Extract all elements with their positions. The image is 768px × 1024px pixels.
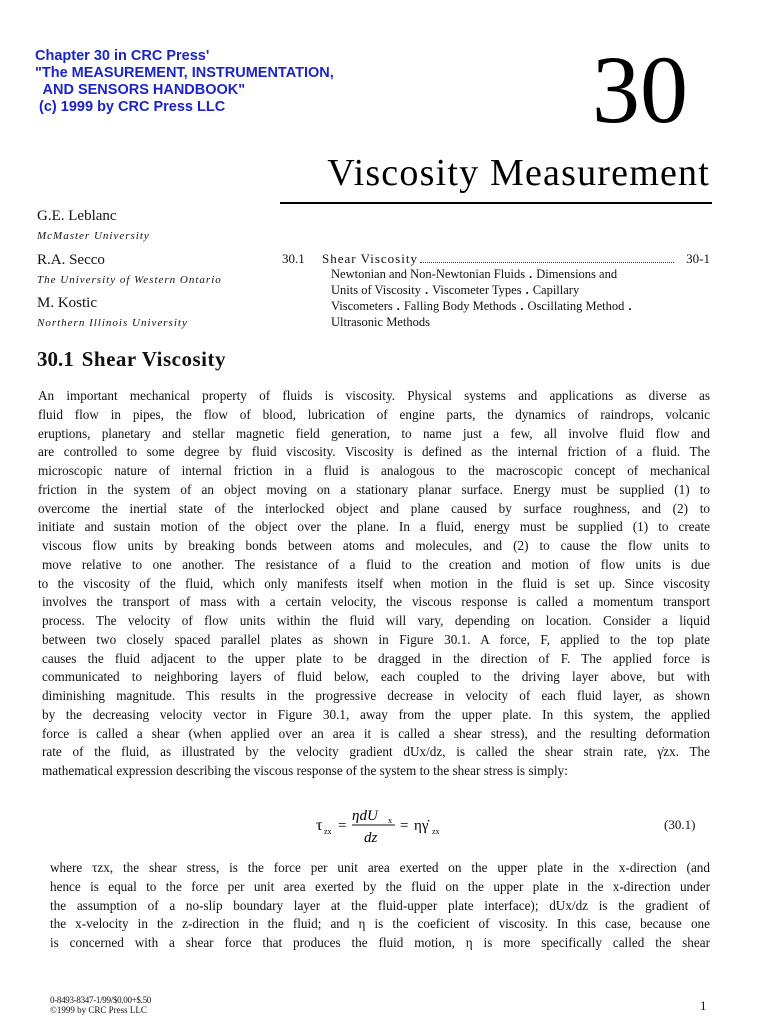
bullet-icon: . bbox=[525, 283, 529, 297]
toc-subtopic: Newtonian and Non-Newtonian Fluids bbox=[331, 267, 526, 281]
bullet-icon: . bbox=[529, 267, 533, 281]
toc-page: 30-1 bbox=[686, 251, 710, 266]
toc-subtopic: Viscometer Types bbox=[432, 283, 522, 297]
bullet-icon: . bbox=[628, 299, 632, 313]
crc-line-4: (c) 1999 by CRC Press LLC bbox=[35, 99, 226, 115]
body-line: hence is equal to the force per unit area exerted by the fluid on the upper plate in the x-direction under bbox=[50, 878, 710, 894]
body-line: to the viscosity of the fluid, which only manifests itself when motion in the fluid is set up. Since viscosity bbox=[38, 575, 710, 591]
body-line: by the decreasing velocity vector in Figure 30.1, away from the upper plate. In this system, the applied bbox=[42, 706, 710, 722]
author-name: M. Kostic bbox=[37, 295, 97, 311]
body-line: friction in the system of an object moving on a stationary planar surface. Energy must be supplied (1) to bbox=[38, 481, 710, 497]
body-line: fluid flow in pipes, the flow of blood, lubrication of engine parts, the dynamics of raindrops, volcanic bbox=[38, 406, 710, 422]
equation-label: (30.1) bbox=[664, 817, 696, 832]
eq-denominator: dz bbox=[364, 830, 378, 846]
body-line: eruptions, planetary and stellar magnetic field generation, to name just a few, all involve fluid flow and bbox=[38, 425, 710, 441]
body-line: mathematical expression describing the viscous response of the system to the shear stress is simply: bbox=[42, 763, 568, 778]
section-title: Shear Viscosity bbox=[81, 347, 226, 371]
body-line: force is called a shear (when applied over an area it is called a shear stress), and the resulting deformation bbox=[42, 725, 710, 741]
footer-copyright: ©1999 by CRC Press LLC bbox=[50, 1005, 147, 1015]
toc-number: 30.1 bbox=[282, 251, 305, 266]
body-line: diminishing magnitude. This results in the progressive decrease in velocity of each fluid layer, as shown bbox=[42, 688, 710, 703]
eq-numerator-sub: x bbox=[388, 816, 392, 825]
author-3 bbox=[37, 294, 277, 330]
body-line: communicated to neighboring layers of fluid below, each coupled to the driving layer above, but with bbox=[42, 669, 710, 685]
crc-line-3: AND SENSORS HANDBOOK" bbox=[35, 82, 246, 98]
toc-subtopic: Dimensions and bbox=[536, 267, 618, 281]
toc-subtopic: Capillary bbox=[532, 283, 580, 297]
body-line: the x-velocity in the z-direction in the fluid; and η is the coeficient of viscosity. In this case, because one bbox=[50, 916, 710, 932]
toc-subtopic: Oscillating Method bbox=[527, 299, 625, 313]
crc-line-2: "The MEASUREMENT, INSTRUMENTATION, bbox=[35, 65, 334, 81]
toc-subtopic: Units of Viscosity bbox=[331, 283, 421, 297]
footer bbox=[50, 995, 151, 1015]
author-name: G.E. Leblanc bbox=[37, 208, 117, 224]
bullet-icon: . bbox=[520, 299, 524, 313]
eq-rhs-sub: zx bbox=[432, 827, 440, 836]
chapter-title: Viscosity Measurement bbox=[327, 152, 710, 194]
bullet-icon: . bbox=[425, 283, 429, 297]
body-line: overcome the inertial state of the interlocked object and plane caused by surface roughness, and (2) to bbox=[38, 500, 710, 516]
toc-title: Shear Viscosity bbox=[322, 251, 418, 266]
page-number: 1 bbox=[700, 998, 707, 1013]
toc-subtopic: Ultrasonic Methods bbox=[331, 315, 430, 329]
section-number: 30.1 bbox=[37, 347, 74, 371]
toc-entry[interactable] bbox=[282, 251, 710, 267]
author-name: R.A. Secco bbox=[37, 252, 105, 268]
eq-rhs: ηγ̇ bbox=[414, 818, 429, 834]
body-line: initiate and sustain motion of the object over the plane. In a fluid, energy must be supplied (1) to create bbox=[38, 519, 710, 535]
body-line: the assumption of a no-slip boundary layer at the fluid-upper plate interface); dUx/dz is the gradient of bbox=[50, 897, 710, 913]
author-2 bbox=[37, 251, 277, 287]
eq-equals: = bbox=[338, 818, 347, 834]
footer-isbn: 0-8493-8347-1/99/$0.00+$.50 bbox=[50, 995, 151, 1005]
toc-subtopic: Viscometers bbox=[331, 299, 393, 313]
toc-subtopic: Falling Body Methods bbox=[403, 299, 517, 313]
body-line: process. The velocity of flow units within the fluid will vary, depending on location. Consider a liquid bbox=[42, 613, 710, 628]
author-affiliation: McMaster University bbox=[37, 230, 150, 242]
toc-sub-row bbox=[331, 266, 661, 282]
crc-line-1: Chapter 30 in CRC Press' bbox=[35, 48, 210, 64]
body-line: are controlled to some degree by fluid viscosity. Viscosity is defined as the internal friction of a fluid. The bbox=[38, 444, 710, 460]
eq-equals-2: = bbox=[400, 818, 409, 834]
section-heading bbox=[37, 346, 226, 372]
bullet-icon: . bbox=[396, 299, 400, 313]
body-paragraph-2 bbox=[50, 859, 710, 953]
equation-30-1 bbox=[300, 798, 500, 848]
body-paragraph bbox=[38, 387, 710, 781]
body-line: causes the fluid adjacent to the upper plate to be dragged in the direction of F. The applied force is bbox=[42, 650, 710, 666]
body-line: rate of the fluid, as illustrated by the velocity gradient dUx/dz, is called the shear strain rate, γ̇zx. The bbox=[42, 744, 710, 760]
toc-leader-dots bbox=[420, 262, 674, 263]
toc-subtopics bbox=[331, 266, 661, 330]
toc-sub-row bbox=[331, 282, 661, 298]
eq-lhs: τ bbox=[316, 817, 323, 834]
body-line: viscous flow units by breaking bonds between atoms and molecules, and (2) to cause the flow units to bbox=[42, 538, 710, 553]
chapter-number: 30 bbox=[592, 36, 688, 143]
body-line: move relative to one another. The resistance of a fluid to the creation and motion of flow units is due bbox=[42, 556, 710, 572]
body-line: involves the transport of mass with a certain velocity, the viscous response is called a momentum transport bbox=[42, 594, 710, 610]
toc-sub-row bbox=[331, 314, 661, 330]
eq-numerator: ηdU bbox=[352, 808, 378, 824]
author-affiliation: Northern Illinois University bbox=[37, 317, 188, 329]
author-1 bbox=[37, 207, 277, 243]
body-line: where τzx, the shear stress, is the force per unit area exerted on the upper plate in the x-direction (and bbox=[50, 860, 710, 875]
eq-lhs-sub: zx bbox=[324, 827, 332, 836]
body-line: between two closely spaced parallel plates as shown in Figure 30.1. A force, F, applied to the top plate bbox=[42, 631, 710, 647]
body-line: An important mechanical property of fluids is viscosity. Physical systems and applications as diverse as bbox=[38, 388, 710, 403]
author-affiliation: The University of Western Ontario bbox=[37, 274, 222, 286]
toc-sub-row bbox=[331, 298, 661, 314]
crc-citation bbox=[35, 48, 455, 116]
title-rule bbox=[280, 202, 712, 204]
body-line: microscopic nature of internal friction in a fluid is analogous to the macroscopic concept of mechanical bbox=[38, 463, 710, 478]
body-line: is concerned with a shear force that produces the fluid motion, η is more specifically called the shear bbox=[50, 935, 710, 950]
equation-graphic bbox=[300, 798, 500, 848]
